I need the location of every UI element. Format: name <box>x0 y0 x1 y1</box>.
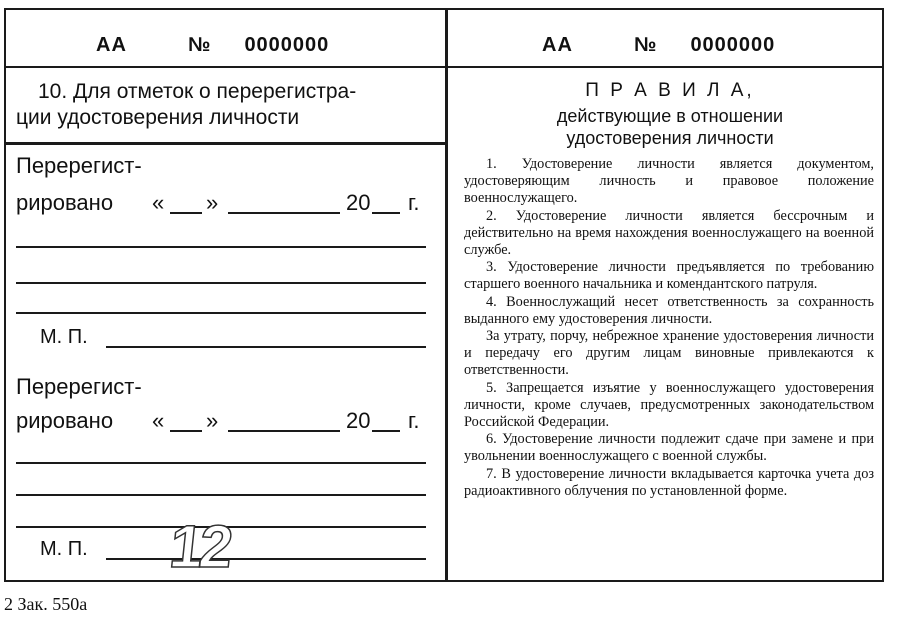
rereg-2-day-blank <box>170 430 202 432</box>
rereg-2-seal-label: М. П. <box>40 538 88 560</box>
rule-4-note: За утрату, порчу, небрежное хранение удостоверения личности и передачу его другим лицам виновные привлекаются к ответственности. <box>464 328 874 379</box>
rule-6: 6. Удостоверение личности подлежит сдаче при замене и при увольнении военнослужащего с военной службы. <box>464 431 874 465</box>
page-number-stamp: 12 <box>166 513 233 580</box>
rereg-1-year-suffix: г. <box>408 190 420 215</box>
rereg-1-day-blank <box>170 212 202 214</box>
right-number-sign: № <box>634 34 658 56</box>
left-header-rule <box>6 66 445 68</box>
rule-7: 7. В удостоверение личности вкладывается карточка учета доз радиоактивного облучения по установленной форме. <box>464 465 874 499</box>
rereg-2-year-blank <box>372 430 400 432</box>
rereg-2-close-quote: » <box>206 408 219 433</box>
rereg-2-open-quote: « <box>152 408 165 433</box>
rereg-1-year-blank <box>372 212 400 214</box>
rereg-2-year-prefix: 20 <box>346 408 371 433</box>
rule-4: 4. Военнослужащий несет ответственность за сохранность выданного ему удостоверения личности. <box>464 293 874 327</box>
rereg-2-word: рировано <box>16 408 114 433</box>
rule-1: 1. Удостоверение личности является документом, удостоверяющим личность и правовое положение военнослужащего. <box>464 156 874 207</box>
rules-subtitle-line2: удостоверения личности <box>566 128 774 148</box>
left-heading-rule <box>6 142 445 145</box>
rereg-2-blank-line-2 <box>16 494 426 496</box>
rereg-2-year-suffix: г. <box>408 408 420 433</box>
rereg-2-seal-blank <box>106 558 426 560</box>
left-heading-line2: ции удостоверения личности <box>16 106 300 129</box>
left-serial-number <box>96 34 329 57</box>
page-divider <box>445 8 448 582</box>
rereg-1-year-prefix: 20 <box>346 190 371 215</box>
rereg-2-blank-line-1 <box>16 462 426 464</box>
rule-5: 5. Запрещается изъятие у военнослужащего удостоверения личности, кроме случаев, предусмотренных законодательством Российской Федерации. <box>464 379 874 431</box>
rereg-1-line1: Перерегист- <box>16 153 142 178</box>
rereg-1-word: рировано <box>16 190 114 215</box>
rule-2: 2. Удостоверение личности является бессрочным и действительно на время нахождения военнослужащего на военной службе. <box>464 207 874 259</box>
rereg-1-close-quote: » <box>206 190 219 215</box>
rereg-1-blank-line-1 <box>16 246 426 248</box>
rereg-1-seal-blank <box>106 346 426 348</box>
rereg-2-month-blank <box>228 430 340 432</box>
rereg-1-blank-line-3 <box>16 312 426 314</box>
left-number: 0000000 <box>244 34 330 56</box>
left-number-sign: № <box>188 34 212 56</box>
rereg-1-open-quote: « <box>152 190 165 215</box>
left-series: АА <box>96 34 127 56</box>
rereg-1-month-blank <box>228 212 340 214</box>
rereg-2-line1: Перерегист- <box>16 374 142 399</box>
rule-3: 3. Удостоверение личности предъявляется по требованию старшего военного начальника и комендантского патруля. <box>464 259 874 293</box>
rules-title: П Р А В И Л А, <box>585 80 755 101</box>
rules-subtitle-line1: действующие в отношении <box>556 106 784 126</box>
rules-list <box>464 156 874 500</box>
left-heading-line1: 10. Для отметок о перерегистра- <box>38 80 357 103</box>
right-header-rule <box>448 66 882 68</box>
rereg-1-seal-label: М. П. <box>40 326 88 348</box>
print-order-footer: 2 Зак. 550а <box>4 594 88 614</box>
right-series: АА <box>542 34 573 56</box>
rereg-1-blank-line-2 <box>16 282 426 284</box>
right-serial-number <box>542 34 775 57</box>
right-number: 0000000 <box>690 34 776 56</box>
